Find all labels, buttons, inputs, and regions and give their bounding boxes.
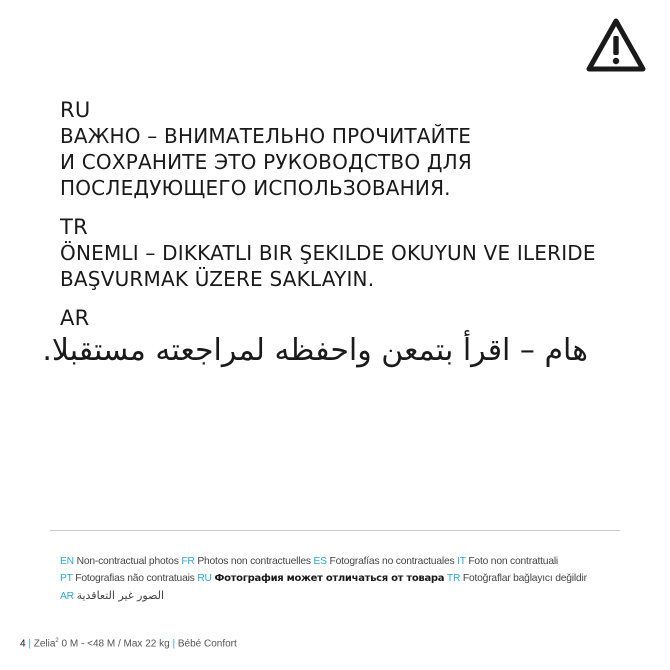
note-text-fr: Photos non contractuelles <box>197 556 311 567</box>
tr-line-1: ÖNEMLI – DIKKATLI BIR ŞEKILDE OKUYUN VE ILERIDE <box>60 241 596 265</box>
photo-notes-line-3 <box>60 587 630 606</box>
page-footer: 4 | Zelia$^2$ 0 M - <48 M / Max 22 kg | Bébé Confort <box>20 638 237 650</box>
footer-product: Zelia <box>33 638 56 650</box>
note-text-tr: Fotoğraflar bağlayıcı değildir <box>462 573 587 584</box>
ru-line-1: ВАЖНО – ВНИМАТЕЛЬНО ПРОЧИТАЙТЕ <box>60 124 472 148</box>
note-text-ru: Фотография может отличаться от товара <box>214 573 445 584</box>
page-number: 4 <box>20 638 26 650</box>
note-lang-es: ES <box>313 556 327 567</box>
note-lang-tr: TR <box>446 573 461 584</box>
footer-spec-1: 0 M - <48 M <box>61 638 116 650</box>
footer-separator: | <box>28 638 31 650</box>
ru-line-2: И СОХРАНИТЕ ЭТО РУКОВОДСТВО ДЛЯ <box>60 150 473 174</box>
footer-brand: Bébé Confort <box>177 638 237 650</box>
note-text-it: Foto non contrattuali <box>468 556 559 567</box>
footer-separator-2: | <box>172 638 176 650</box>
footer-spec-2: Max 22 kg <box>123 638 170 650</box>
note-text-en: Non-contractual photos <box>76 556 179 567</box>
section-ru <box>60 97 640 201</box>
note-lang-it: IT <box>457 556 466 567</box>
ru-line-3: ПОСЛЕДУЮЩЕГО ИСПОЛЬЗОВАНИЯ. <box>60 176 451 200</box>
tr-line-2: BAŞVURMAK ÜZERE SAKLAYIN. <box>60 267 375 291</box>
section-ar <box>42 305 640 371</box>
note-lang-pt: PT <box>60 573 73 584</box>
section-tr <box>60 214 640 292</box>
lang-code-ru: RU <box>60 98 91 122</box>
note-lang-en: EN <box>60 556 74 567</box>
photo-notes-line-1 <box>60 553 630 571</box>
note-text-es: Fotografías no contractuales <box>329 556 455 567</box>
note-text-pt: Fotografias não contratuais <box>75 573 195 584</box>
ar-text: هام – اقرأ بتمعن واحفظه لمراجعته مستقبلا. <box>42 333 588 368</box>
footer-product-sup: 2 <box>55 638 59 644</box>
warning-triangle-icon <box>585 17 647 73</box>
note-text-ar: الصور غير التعاقدية <box>76 589 165 602</box>
note-lang-ru: RU <box>197 573 212 584</box>
lang-code-tr: TR <box>60 215 89 239</box>
note-lang-fr: FR <box>181 556 195 567</box>
note-lang-ar: AR <box>60 591 74 602</box>
divider <box>50 530 620 531</box>
photo-notes-line-2 <box>60 570 630 588</box>
lang-code-ar: AR <box>60 306 90 330</box>
